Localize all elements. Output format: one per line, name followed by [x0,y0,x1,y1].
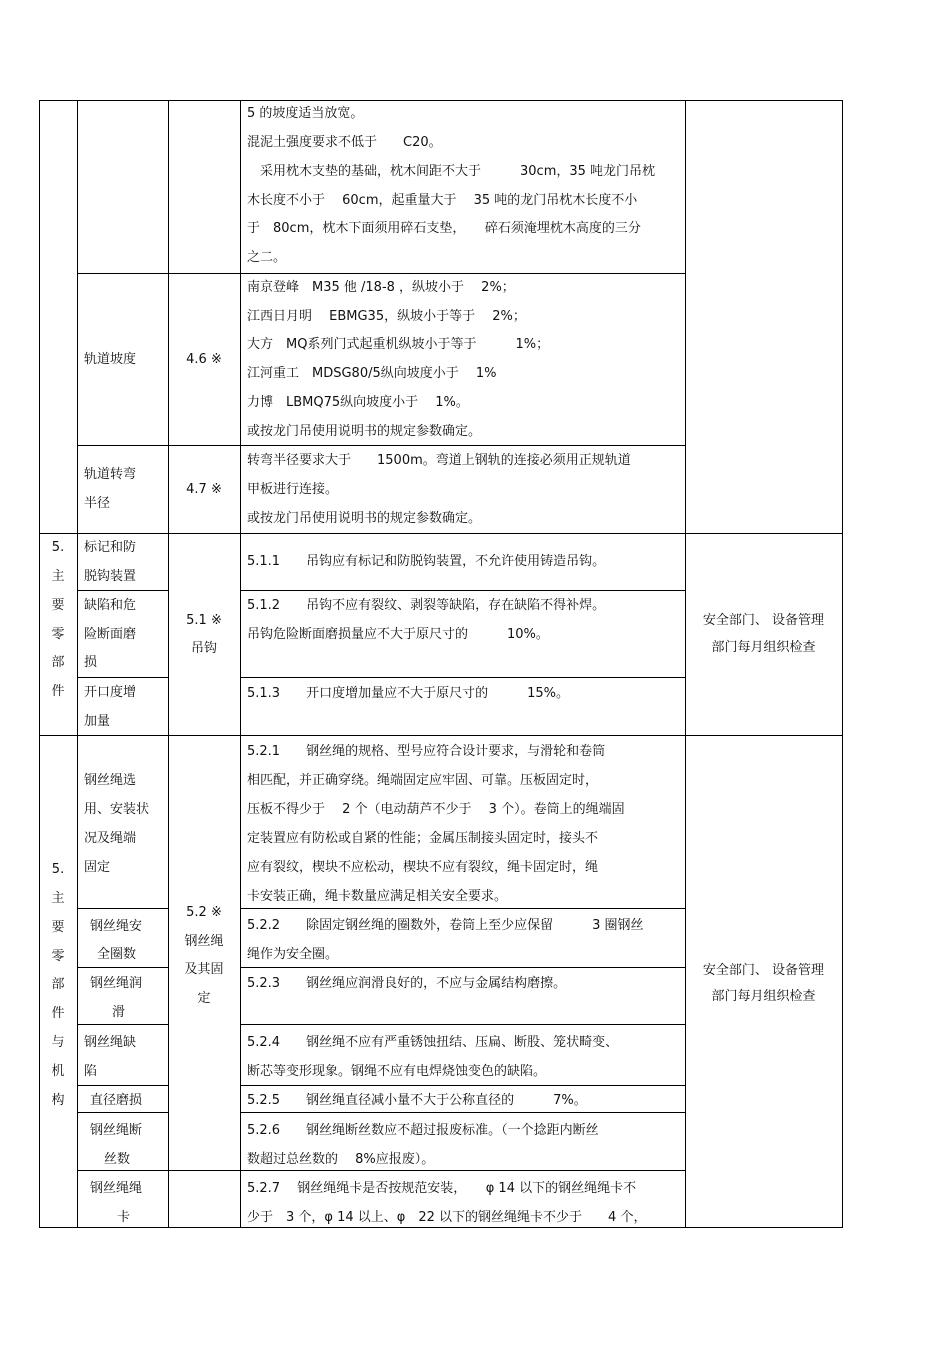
item-name: 钢丝绳润 [90,976,143,991]
content-line: 5.1.1 吊钩应有标记和防脱钩装置，不允许使用铸造吊钩。 [247,554,606,569]
item-name: 缺陷和危 [84,598,137,613]
item-name: 损 [84,655,98,670]
category-char: 主 [51,891,65,906]
clause-name: 及其固 [184,962,224,977]
row-line [240,590,685,591]
table-border-right [842,100,843,1228]
category-char: 主 [51,569,65,584]
category-char: 零 [51,627,65,642]
item-name: 轨道坡度 [84,352,137,367]
content-line: 转弯半径要求大于 1500m。弯道上钢轨的连接必须用正规轨道 [247,453,631,468]
row-line [77,445,685,446]
item-name: 开口度增 [84,685,137,700]
column-divider-category [77,100,78,1228]
clause-name: 吊钩 [190,641,217,656]
category-char: 件 [51,684,65,699]
row-line [77,1170,168,1171]
content-line: 相匹配，并正确穿绕。绳端固定应牢固、可靠。压板固定时， [247,773,599,788]
item-name: 全圈数 [97,947,137,962]
row-line [168,1170,685,1171]
content-line: 江河重工 MDSG80/5纵向坡度小于 1% [247,366,497,381]
row-line [77,273,685,274]
category-char: 机 [51,1064,65,1079]
category-char: 5. [51,862,65,877]
item-name: 半径 [84,496,111,511]
content-line: 定装置应有防松或自紧的性能；金属压制接头固定时，接头不 [247,831,599,846]
item-name: 钢丝绳缺 [84,1035,137,1050]
row-line [240,1024,685,1025]
row-line [77,677,168,678]
content-line: 应有裂纹，楔块不应松动，楔块不应有裂纹，绳卡固定时，绳 [247,860,599,875]
content-line: 或按龙门吊使用说明书的规定参数确定。 [247,511,482,526]
item-name: 钢丝绳选 [84,773,137,788]
row-line [240,677,685,678]
content-line: 5.1.3 开口度增加量应不大于原尺寸的 15%。 [247,686,569,701]
category-char: 部 [51,977,65,992]
item-name: 直径磨损 [90,1093,143,1108]
row-line [77,967,168,968]
row-line [240,967,685,968]
column-divider-clause [240,100,241,1228]
content-line: 5.2.1 钢丝绳的规格、型号应符合设计要求，与滑轮和卷筒 [247,744,606,759]
item-name: 钢丝绳断 [90,1123,143,1138]
category-char: 部 [51,655,65,670]
section-line [39,533,843,534]
category-char: 要 [51,920,65,935]
row-line [77,908,168,909]
content-line: 压板不得少于 2 个（电动葫芦不少于 3 个）。卷筒上的绳端固 [247,802,625,817]
clause-name: 定 [197,991,211,1006]
item-name: 轨道转弯 [84,467,137,482]
column-divider-item [168,100,169,1228]
item-name: 险断面磨 [84,627,137,642]
content-line: 力博 LBMQ75纵向坡度小于 1%。 [247,395,469,410]
content-line: 于 80cm，枕木下面须用碎石支垫， 碎石须淹埋枕木高度的三分 [247,221,641,236]
row-line [240,1085,685,1086]
content-line: 断芯等变形现象。钢绳不应有电焊烧蚀变色的缺陷。 [247,1064,547,1079]
content-line: 吊钩危险断面磨损量应不大于原尺寸的 10%。 [247,627,549,642]
content-line: 5.2.3 钢丝绳应润滑良好的，不应与金属结构磨擦。 [247,976,567,991]
table-border-top [39,100,843,101]
column-divider-content [685,100,686,1228]
item-name: 钢丝绳安 [90,919,143,934]
content-line: 绳作为安全圈。 [247,947,339,962]
content-line: 5.2.4 钢丝绳不应有严重锈蚀扭结、压扁、断股、笼状畸变、 [247,1035,619,1050]
category-char: 要 [51,598,65,613]
item-name: 卡 [117,1210,131,1225]
item-name: 脱钩装置 [84,569,137,584]
department-text: 部门每月组织检查 [711,989,816,1004]
row-line [77,1085,168,1086]
clause-name: 钢丝绳 [184,934,224,949]
category-char: 5. [51,540,65,555]
item-name: 陷 [84,1064,98,1079]
item-name: 固定 [84,860,111,875]
content-line: 5.2.2 除固定钢丝绳的圈数外，卷筒上至少应保留 3 圈钢丝 [247,918,644,933]
category-char: 零 [51,949,65,964]
content-line: 5.2.6 钢丝绳断丝数应不超过报废标准。（一个捻距内断丝 [247,1123,599,1138]
row-line [77,1024,168,1025]
item-name: 用、安装状 [84,802,150,817]
department-text: 安全部门、 设备管理 [702,963,825,978]
item-name: 加量 [84,714,111,729]
content-line: 采用枕木支垫的基础，枕木间距不大于 30cm，35 吨龙门吊枕 [247,164,656,179]
clause-number: 5.1 ※ [186,613,222,628]
category-char: 与 [51,1035,65,1050]
section-line [39,735,843,736]
item-name: 丝数 [104,1152,131,1167]
content-line: 江西日月明 EBMG35，纵坡小于等于 2%； [247,309,526,324]
item-name: 钢丝绳绳 [90,1181,143,1196]
row-line [240,908,685,909]
content-line: 5.1.2 吊钩不应有裂纹、剥裂等缺陷，存在缺陷不得补焊。 [247,598,606,613]
content-line: 南京登峰 M35 他 /18-8 ，纵坡小于 2%； [247,280,515,295]
content-line: 数超过总丝数的 8%应报废）。 [247,1152,435,1167]
clause-number: 4.6 ※ [186,352,222,367]
content-line: 或按龙门吊使用说明书的规定参数确定。 [247,424,482,439]
item-name: 况及绳端 [84,831,137,846]
content-line: 卡安装正确，绳卡数量应满足相关安全要求。 [247,889,508,904]
clause-number: 4.7 ※ [186,482,222,497]
row-line [240,1112,685,1113]
content-line: 之二。 [247,250,287,265]
content-line: 5 的坡度适当放宽。 [247,106,364,121]
item-name: 标记和防 [84,540,137,555]
department-text: 部门每月组织检查 [711,640,816,655]
table-border-bottom [39,1227,843,1228]
category-char: 件 [51,1006,65,1021]
content-line: 5.2.5 钢丝绳直径减小量不大于公称直径的 7%。 [247,1093,587,1108]
row-line [77,1112,168,1113]
clause-number: 5.2 ※ [186,905,222,920]
item-name: 滑 [112,1005,126,1020]
content-line: 木长度不小于 60cm，起重量大于 35 吨的龙门吊枕木长度不小 [247,193,638,208]
content-line: 混泥土强度要求不低于 C20。 [247,135,442,150]
category-char: 构 [51,1093,65,1108]
content-line: 甲板进行连接。 [247,482,339,497]
content-line: 大方 MQ系列门式起重机纵坡小于等于 1%； [247,337,550,352]
content-line: 5.2.7 钢丝绳绳卡是否按规范安装， φ 14 以下的钢丝绳绳卡不 [247,1181,637,1196]
content-line: 少于 3 个，φ 14 以上、φ 22 以下的钢丝绳绳卡不少于 4 个， [247,1210,647,1225]
row-line [77,590,168,591]
department-text: 安全部门、 设备管理 [702,613,825,628]
